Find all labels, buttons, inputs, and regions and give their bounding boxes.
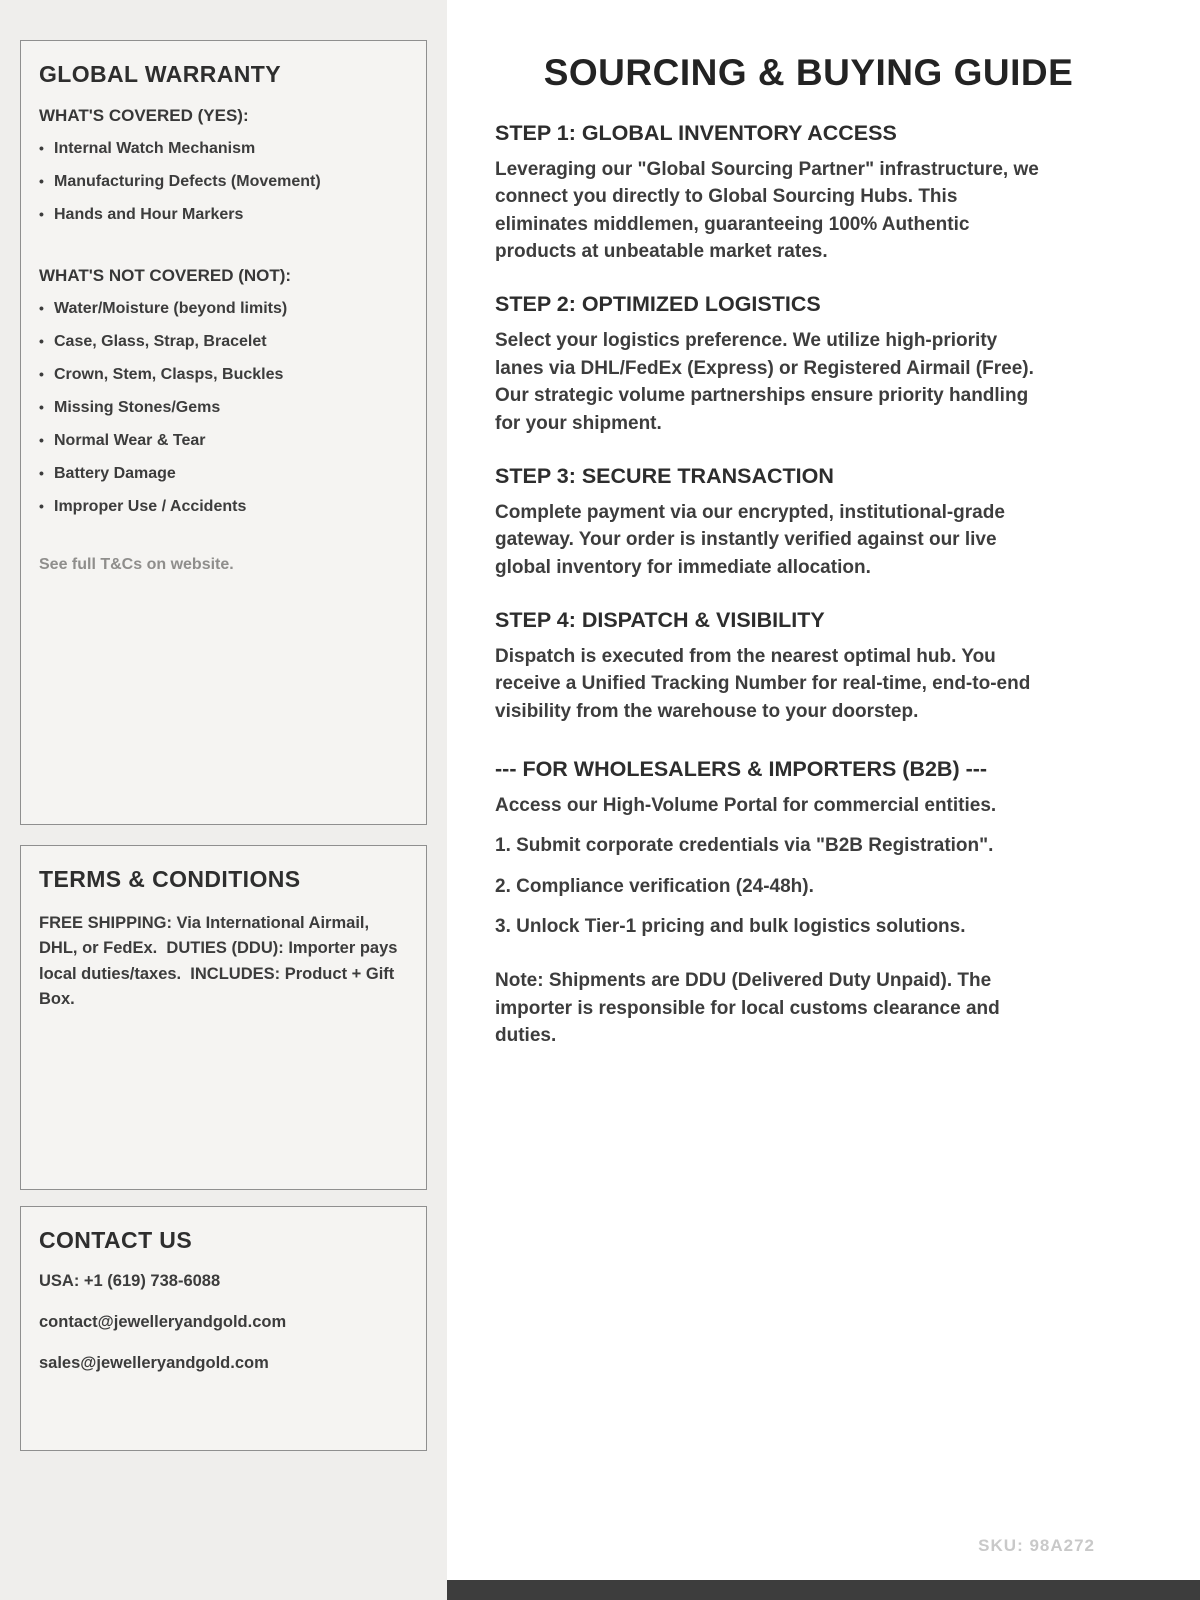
list-item: • Case, Glass, Strap, Bracelet	[39, 333, 408, 351]
b2b-heading: --- FOR WHOLESALERS & IMPORTERS (B2B) ---	[495, 757, 988, 782]
footer-bar	[447, 1580, 1200, 1600]
main-content	[447, 0, 1200, 1600]
step-3-heading: STEP 3: SECURE TRANSACTION	[495, 463, 834, 488]
list-item: • Internal Watch Mechanism	[39, 140, 408, 158]
covered-heading: WHAT'S COVERED (YES):	[39, 106, 249, 125]
b2b-item: 3. Unlock Tier-1 pricing and bulk logistics solutions.	[495, 916, 966, 938]
step-2-heading: STEP 2: OPTIMIZED LOGISTICS	[495, 292, 821, 317]
list-item: • Battery Damage	[39, 465, 408, 483]
step-1-section	[495, 121, 1122, 265]
not-covered-list	[39, 300, 408, 516]
not-covered-heading: WHAT'S NOT COVERED (NOT):	[39, 266, 292, 285]
warranty-title: GLOBAL WARRANTY	[39, 61, 281, 87]
step-3-section	[495, 464, 1122, 581]
list-item: • Manufacturing Defects (Movement)	[39, 173, 408, 191]
list-item: • Hands and Hour Markers	[39, 206, 408, 224]
warranty-footnote: See full T&Cs on website.	[39, 556, 234, 573]
b2b-intro: Access our High-Volume Portal for commercial entities.	[495, 795, 997, 817]
list-item: • Water/Moisture (beyond limits)	[39, 300, 408, 318]
step-4-body: Dispatch is executed from the nearest optimal hub. You receive a Unified Tracking Number for real-time, end-to-end visibility from the warehouse to your doorstep.	[495, 645, 1031, 722]
list-item: • Normal Wear & Tear	[39, 432, 408, 450]
step-1-body: Leveraging our "Global Sourcing Partner" infrastructure, we connect you directly to Global Sourcing Hubs. This eliminates middlemen, guaranteeing 100% Authentic products at unbeatable market rates.	[495, 159, 1039, 263]
b2b-section	[495, 757, 1122, 1050]
list-item: • Improper Use / Accidents	[39, 498, 408, 516]
terms-title: TERMS & CONDITIONS	[39, 866, 301, 892]
covered-list	[39, 140, 408, 224]
contact-email-sales: sales@jewelleryandgold.com	[39, 1354, 269, 1372]
step-2-section	[495, 292, 1122, 436]
step-4-heading: STEP 4: DISPATCH & VISIBILITY	[495, 607, 825, 632]
step-1-heading: STEP 1: GLOBAL INVENTORY ACCESS	[495, 121, 897, 145]
step-3-body: Complete payment via our encrypted, institutional-grade gateway. Your order is instantly verified against our live global inventory for immediate allocation.	[495, 501, 1005, 578]
page-title: SOURCING & BUYING GUIDE	[543, 52, 1074, 93]
sidebar	[0, 0, 447, 1600]
b2b-item: 1. Submit corporate credentials via "B2B Registration".	[495, 835, 994, 857]
sku-label: SKU: 98A272	[978, 1536, 1095, 1555]
list-item: • Missing Stones/Gems	[39, 399, 408, 417]
contact-phone: USA: +1 (619) 738-6088	[39, 1272, 221, 1290]
list-item: • Crown, Stem, Clasps, Buckles	[39, 366, 408, 384]
terms-panel	[20, 845, 427, 1190]
warranty-panel	[20, 40, 427, 825]
step-4-section	[495, 608, 1122, 725]
terms-body: FREE SHIPPING: Via International Airmail, DHL, or FedEx. DUTIES (DDU): Importer pays local duties/taxes. INCLUDES: Product + Gift Box.	[39, 914, 403, 1009]
contact-email-primary: contact@jewelleryandgold.com	[39, 1313, 287, 1331]
step-2-body: Select your logistics preference. We utilize high-priority lanes via DHL/FedEx (Express) or Registered Airmail (Free). Our strategic volume partnerships ensure priority handling for your shipment.	[495, 330, 1034, 434]
contact-title: CONTACT US	[39, 1227, 193, 1253]
b2b-item: 2. Compliance verification (24-48h).	[495, 875, 814, 897]
b2b-note: Note: Shipments are DDU (Delivered Duty Unpaid). The importer is responsible for local customs clearance and duties.	[495, 970, 1000, 1047]
contact-panel	[20, 1206, 427, 1451]
